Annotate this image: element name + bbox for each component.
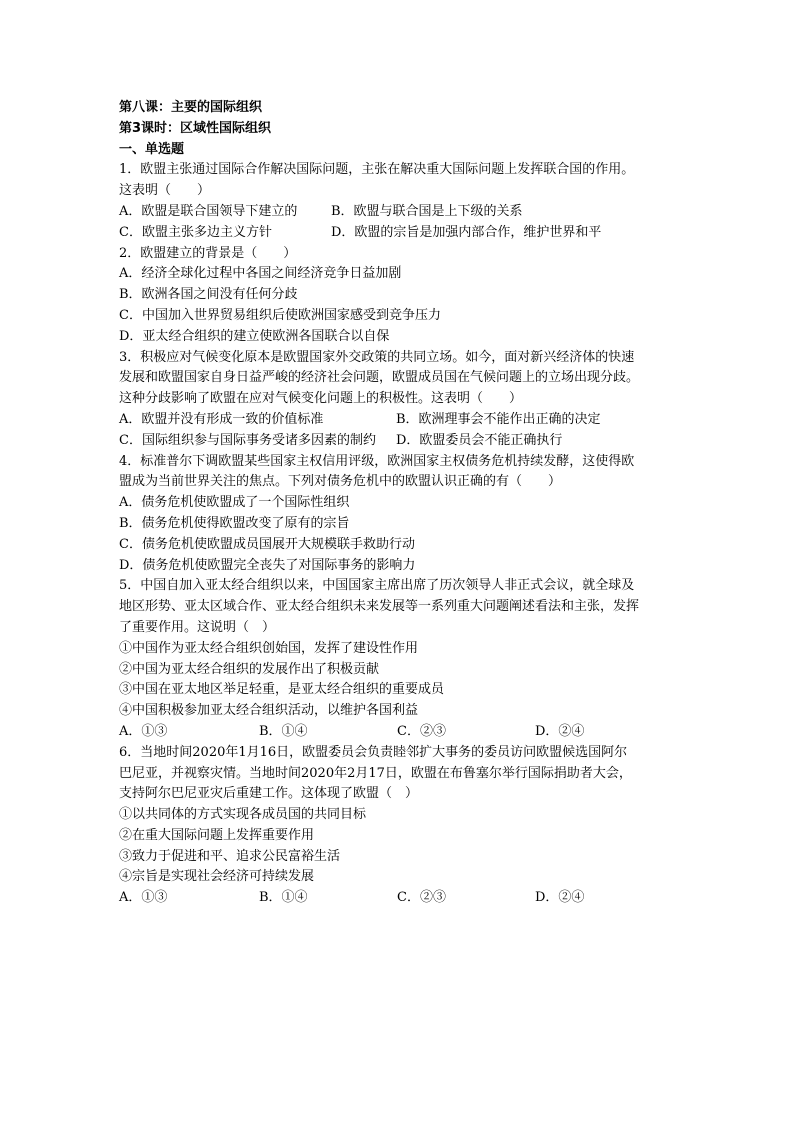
option-a: A．欧盟是联合国领导下建立的 <box>119 203 298 219</box>
worksheet <box>119 98 679 909</box>
option-a: A．欧盟并没有形成一致的价值标准 <box>119 411 324 427</box>
question-stem: 这种分歧影响了欧盟在应对气候变化问题上的积极性。这表明（ ） <box>119 391 523 407</box>
option-c: C．中国加入世界贸易组织后使欧洲国家感受到竞争压力 <box>119 307 441 323</box>
option-b: B．①④ <box>259 890 308 906</box>
question-2 <box>119 244 679 348</box>
option-b: B．①④ <box>259 723 308 739</box>
option-b: B．债务危机使得欧盟改变了原有的宗旨 <box>119 515 350 531</box>
option-d: D．欧盟的宗旨是加强内部合作，维护世界和平 <box>331 224 602 240</box>
statement-item: ①以共同体的方式实现各成员国的共同目标 <box>119 807 367 823</box>
statement-item: ①中国作为亚太经合组织创始国，发挥了建设性作用 <box>119 640 419 656</box>
lesson-title: 第八课：主要的国际组织 <box>119 100 263 115</box>
option-row <box>119 431 679 452</box>
option-row <box>119 410 679 431</box>
part-heading: 一、单选题 <box>119 141 185 157</box>
option-d: D．债务危机使欧盟完全丧失了对国际事务的影响力 <box>119 557 416 573</box>
option-row <box>119 223 679 244</box>
question-5 <box>119 576 679 742</box>
option-row <box>119 722 679 743</box>
question-stem: 5．中国自加入亚太经合组织以来，中国国家主席出席了历次领导人非正式会议，就全球及 <box>119 578 635 594</box>
question-stem: 了重要作用。这说明（ ） <box>119 619 276 635</box>
option-b: B．欧洲理事会不能作出正确的决定 <box>396 411 601 427</box>
question-4 <box>119 452 679 577</box>
statement-item: ③中国在亚太地区举足轻重，是亚太经合组织的重要成员 <box>119 682 445 698</box>
option-a: A．债务危机使欧盟成了一个国际性组织 <box>119 495 350 511</box>
question-stem: 地区形势、亚太区域合作、亚太经合组织未来发展等一系列重大问题阐述看法和主张，发挥 <box>119 599 640 615</box>
question-stem: 发展和欧盟国家自身日益严峻的经济社会问题，欧盟成员国在气候问题上的立场出现分歧。 <box>119 370 640 386</box>
question-stem: 1．欧盟主张通过国际合作解决国际问题，主张在解决重大国际问题上发挥联合国的作用。 <box>119 162 635 178</box>
statement-item: ③致力于促进和平、追求公民富裕生活 <box>119 848 341 864</box>
question-1 <box>119 160 679 243</box>
option-c: C．债务危机使欧盟成员国展开大规模联手救助行动 <box>119 536 415 552</box>
question-stem: 这表明（ ） <box>119 183 211 199</box>
question-stem: 6．当地时间2020年1月16日，欧盟委员会负责睦邻扩大事务的委员访问欧盟候选国阿尔 <box>119 744 628 760</box>
option-a: A．①③ <box>119 890 168 906</box>
option-b: B．欧盟与联合国是上下级的关系 <box>331 203 523 219</box>
option-d: D．亚太经合组织的建立使欧洲各国联合以自保 <box>119 328 390 344</box>
option-row <box>119 888 679 909</box>
option-b: B．欧洲各国之间没有任何分歧 <box>119 287 298 303</box>
option-c: C．②③ <box>397 723 446 739</box>
option-row <box>119 202 679 223</box>
option-c: C．欧盟主张多边主义方针 <box>119 224 272 240</box>
question-stem: 3．积极应对气候变化原本是欧盟国家外交政策的共同立场。如今，面对新兴经济体的快速 <box>119 349 635 365</box>
question-stem: 巴尼亚，并视察灾情。当地时间2020年2月17日，欧盟在布鲁塞尔举行国际捐助者大会， <box>119 765 632 781</box>
section-title: 第3课时：区域性国际组织 <box>119 120 272 136</box>
option-a: A．①③ <box>119 723 168 739</box>
question-3 <box>119 348 679 452</box>
statement-item: ②在重大国际问题上发挥重要作用 <box>119 827 315 843</box>
statement-item: ④中国积极参加亚太经合组织活动，以维护各国利益 <box>119 703 419 719</box>
option-c: C．②③ <box>397 890 446 906</box>
option-d: D．②④ <box>535 723 585 739</box>
option-c: C．国际组织参与国际事务受诸多因素的制约 <box>119 432 376 448</box>
question-stem: 2．欧盟建立的背景是（ ） <box>119 245 297 261</box>
option-a: A．经济全球化过程中各国之间经济竞争日益加剧 <box>119 266 402 282</box>
question-stem: 4．标准普尔下调欧盟某些国家主权信用评级，欧洲国家主权债务危机持续发酵，这使得欧 <box>119 453 635 469</box>
question-stem: 支持阿尔巴尼亚灾后重建工作。这体现了欧盟（ ） <box>119 786 419 802</box>
option-d: D．②④ <box>535 890 585 906</box>
statement-item: ②中国为亚太经合组织的发展作出了积极贡献 <box>119 661 380 677</box>
statement-item: ④宗旨是实现社会经济可持续发展 <box>119 869 315 885</box>
question-stem: 盟成为当前世界关注的焦点。下列对债务危机中的欧盟认识正确的有（ ） <box>119 474 562 490</box>
option-d: D．欧盟委员会不能正确执行 <box>396 432 563 448</box>
question-6 <box>119 743 679 909</box>
